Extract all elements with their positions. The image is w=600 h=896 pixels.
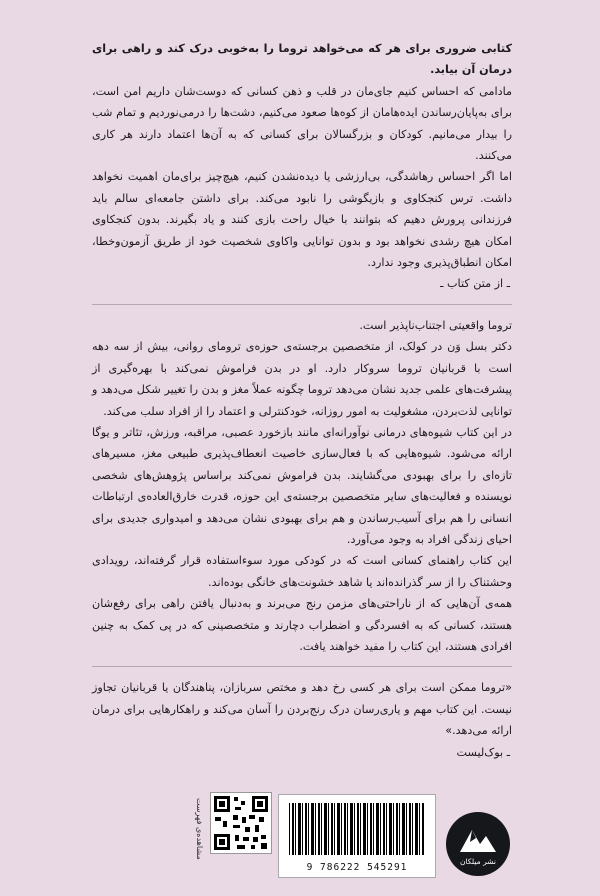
- review-attribution: ـ بوک‌لیست: [456, 745, 510, 759]
- isbn-barcode: [278, 794, 436, 878]
- qr-code-icon[interactable]: [210, 792, 272, 854]
- publisher-logo: [446, 812, 510, 876]
- excerpt-paragraph-1: مادامی که احساس کنیم جای‌مان در قلب و ذهن کسانی که دوست‌شان داریم امن است، برای به‌پایان‌رساندن ایده‌هامان از کوه‌ها صعود می‌کنیم، دشت‌ها را درمی‌نوردیم و تمام شب را بیدار می‌مانیم. کودکان و بزرگسالان برای کسانی که به آن‌ها اعتماد دارند هر کاری می‌کنند.: [92, 84, 512, 163]
- excerpt-paragraph-2: اما اگر احساس رهاشدگی، بی‌ارزشی یا دیده‌نشدن کنیم، هیچ‌چیز برای‌مان اهمیت نخواهد داشت. ترس کنجکاوی و بازیگوشی را نابود می‌کند. برای داشتن جامعه‌ای سالم باید فرزندانی پرورش دهیم که بتوانند با خیال راحت بازی کنند و یاد بگیرند. بدون کنجکاوی امکان هیچ رشدی نخواهد بود و بدون توانایی واکاوی شخصیت خود از طریق آزمون‌وخطا، امکان انطباق‌پذیری وجود ندارد.: [92, 170, 512, 270]
- section-divider-2: [92, 666, 512, 667]
- mountain-icon: [446, 812, 510, 876]
- back-cover-text: [92, 38, 512, 763]
- lead-sentence: کتابی ضروری برای هر که می‌خواهد تروما را به‌خوبی درک کند و راهی برای درمان آن بیابد.: [92, 42, 512, 77]
- barcode-bars: [289, 803, 425, 855]
- description-paragraph-2: دکتر بسل وَن در کولک، از متخصصین برجسته‌ی حوزه‌ی ترومای روانی، بیش از سه دهه است با قربانیان تروما سروکار دارد. او در بدن فراموش نمی‌کند با بهره‌گیری از پیشرفت‌های علمی جدید نشان می‌دهد تروما چگونه عملاً مغز و بدن را تغییر شکل می‌دهد و توانایی لذت‌بردن، مشغولیت به امور روزانه، خودکنترلی و اعتماد را از افراد سلب می‌کند.: [92, 340, 512, 418]
- description-paragraph-5: همه‌ی آن‌هایی که از ناراحتی‌های مزمن رنج می‌برند و به‌دنبال یافتن راهی برای رفع‌شان هستند، کسانی که به افسردگی و اضطراب دچارند و متخصصینی که در پی کمک به چنین افرادی هستند، این کتاب را مفید خواهند یافت.: [92, 597, 512, 653]
- section-divider: [92, 304, 512, 305]
- description-paragraph-1: تروما واقعیتی اجتناب‌ناپذیر است.: [359, 318, 512, 332]
- publisher-name: نشر میلکان: [460, 857, 496, 866]
- isbn-number: 9 786222 545291: [306, 862, 408, 873]
- review-quote: «تروما ممکن است برای هر کسی رخ دهد و مختص سربازان، پناهندگان یا قربانیان تجاوز نیست. این کتاب مهم و یاری‌رسان درک رنج‌بردن را آسان می‌کند و راهکارهایی برای درمان ارائه می‌دهد.»: [92, 681, 512, 738]
- excerpt-attribution: ـ از متن کتاب ـ: [440, 277, 510, 291]
- qr-caption: مشاهده‌ی فهرست: [195, 798, 204, 860]
- description-paragraph-3: در این کتاب شیوه‌های درمانی نوآورانه‌ای مانند بازخورد عصبی، مراقبه، ورزش، تئاتر و یوگا ارائه می‌شود. شیوه‌هایی که با فعال‌سازی خاصیت انعطاف‌پذیری طبیعی مغز، مسیرهای تازه‌ای را برای بهبودی می‌گشایند. بدن فراموش نمی‌کند براساس پژوهش‌های شخصی نویسنده و فعالیت‌های سایر متخصصین برجسته‌ی این حوزه، قدرت خارق‌العاده‌ی ارتباطات انسانی را هم برای آسیب‌رساندن و هم برای بهبودی نشان می‌دهد و امیدواری جدیدی برای احیای زندگی افراد به وجود می‌آورد.: [92, 425, 512, 546]
- description-paragraph-4: این کتاب راهنمای کسانی است که در کودکی مورد سوءاستفاده قرار گرفته‌اند، رویدادی وحشتناک را از سر گذرانده‌اند یا شاهد خشونت‌های خانگی بوده‌اند.: [92, 554, 512, 589]
